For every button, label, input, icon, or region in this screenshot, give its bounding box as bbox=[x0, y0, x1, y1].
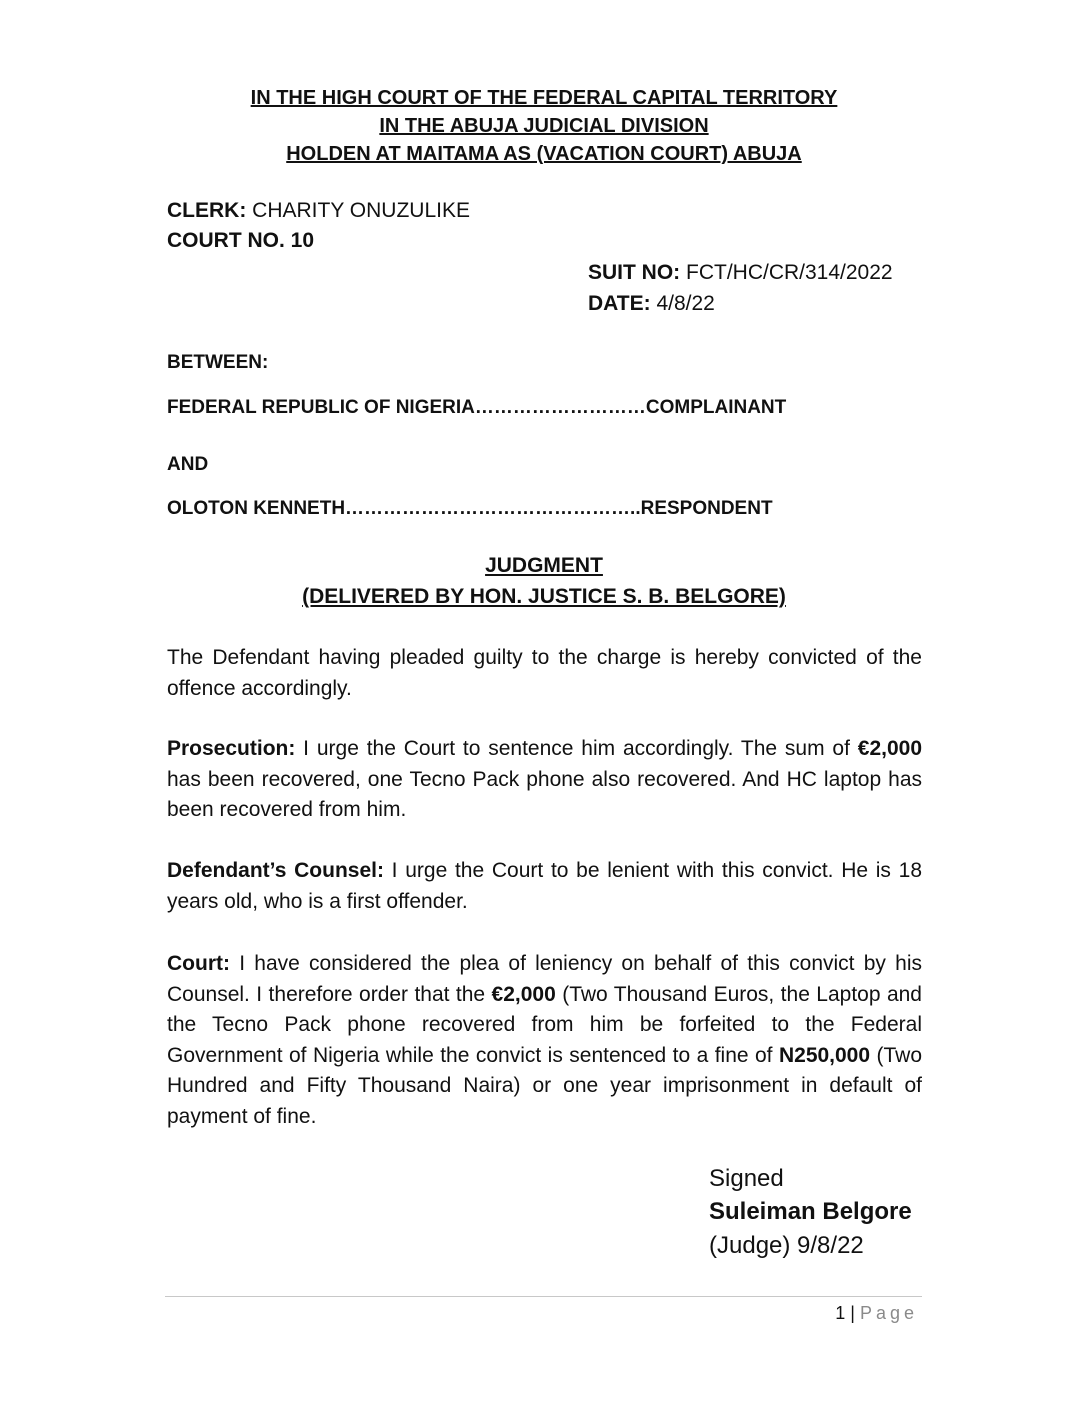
prosecution-label: Prosecution: bbox=[167, 737, 296, 760]
respondent-line: OLOTON KENNETH………………………………………..RESPONDENT bbox=[167, 498, 773, 519]
complainant-line: FEDERAL REPUBLIC OF NIGERIA………………………COMPLAINANT bbox=[167, 397, 787, 418]
paragraph-defence-counsel: Defendant’s Counsel: I urge the Court to be lenient with this convict. He is 18 years old, who is a first offender. bbox=[167, 859, 922, 913]
court-number: COURT NO. 10 bbox=[167, 229, 315, 252]
judge-role-date: (Judge) 9/8/22 bbox=[709, 1232, 864, 1259]
between-label: BETWEEN: bbox=[167, 352, 269, 373]
judgment-title: JUDGMENT bbox=[485, 554, 603, 577]
forfeited-amount: €2,000 bbox=[491, 982, 556, 1006]
page-word: Page bbox=[859, 1303, 918, 1323]
and-label: AND bbox=[167, 454, 209, 475]
paragraph-prosecution: Prosecution: I urge the Court to sentence him accordingly. The sum of €2,000 has been recovered, one Tecno Pack phone also recovered. And HC laptop has been recovered from him. bbox=[167, 737, 922, 821]
date-label: DATE: bbox=[588, 292, 651, 315]
clerk-value: CHARITY ONUZULIKE bbox=[246, 199, 470, 222]
footer-divider bbox=[165, 1296, 922, 1297]
court-heading-line-2: IN THE ABUJA JUDICIAL DIVISION bbox=[379, 115, 709, 137]
suit-label: SUIT NO: bbox=[588, 261, 681, 284]
suit-number-line bbox=[588, 258, 893, 288]
date-line bbox=[588, 289, 715, 319]
date-value: 4/8/22 bbox=[650, 292, 715, 315]
fine-amount: N250,000 bbox=[778, 1043, 871, 1067]
page-number: 1 bbox=[835, 1303, 846, 1323]
clerk-line bbox=[167, 196, 470, 226]
clerk-label: CLERK: bbox=[167, 199, 247, 222]
court-heading-line-1: IN THE HIGH COURT OF THE FEDERAL CAPITAL TERRITORY bbox=[250, 87, 838, 109]
suit-value: FCT/HC/CR/314/2022 bbox=[680, 261, 893, 284]
court-label: Court: bbox=[167, 952, 230, 975]
page-footer: 1 | Page bbox=[835, 1303, 918, 1323]
court-heading-line-3: HOLDEN AT MAITAMA AS (VACATION COURT) ABUJA bbox=[286, 143, 802, 165]
recovered-amount: €2,000 bbox=[857, 737, 922, 760]
paragraph-court-order: Court: I have considered the plea of leniency on behalf of this convict by his Counsel. I therefore order that the €2,000 (Two Thousand Euros, the Laptop and the Tecno Pack phone recovered from him be forfeited to the Federal Government of Nigeria while the convict is sentenced to a fine of N250,000 (Two Hundred and Fifty Thousand Naira) or one year imprisonment in default of payment of fine. bbox=[167, 952, 922, 1128]
defence-counsel-label: Defendant’s Counsel: bbox=[167, 859, 384, 882]
judge-name: Suleiman Belgore bbox=[709, 1198, 912, 1225]
signed-label: Signed bbox=[709, 1165, 784, 1192]
paragraph-conviction: The Defendant having pleaded guilty to the charge is hereby convicted of the offence accordingly. bbox=[167, 646, 922, 700]
delivered-by-line: (DELIVERED BY HON. JUSTICE S. B. BELGORE) bbox=[302, 585, 786, 608]
